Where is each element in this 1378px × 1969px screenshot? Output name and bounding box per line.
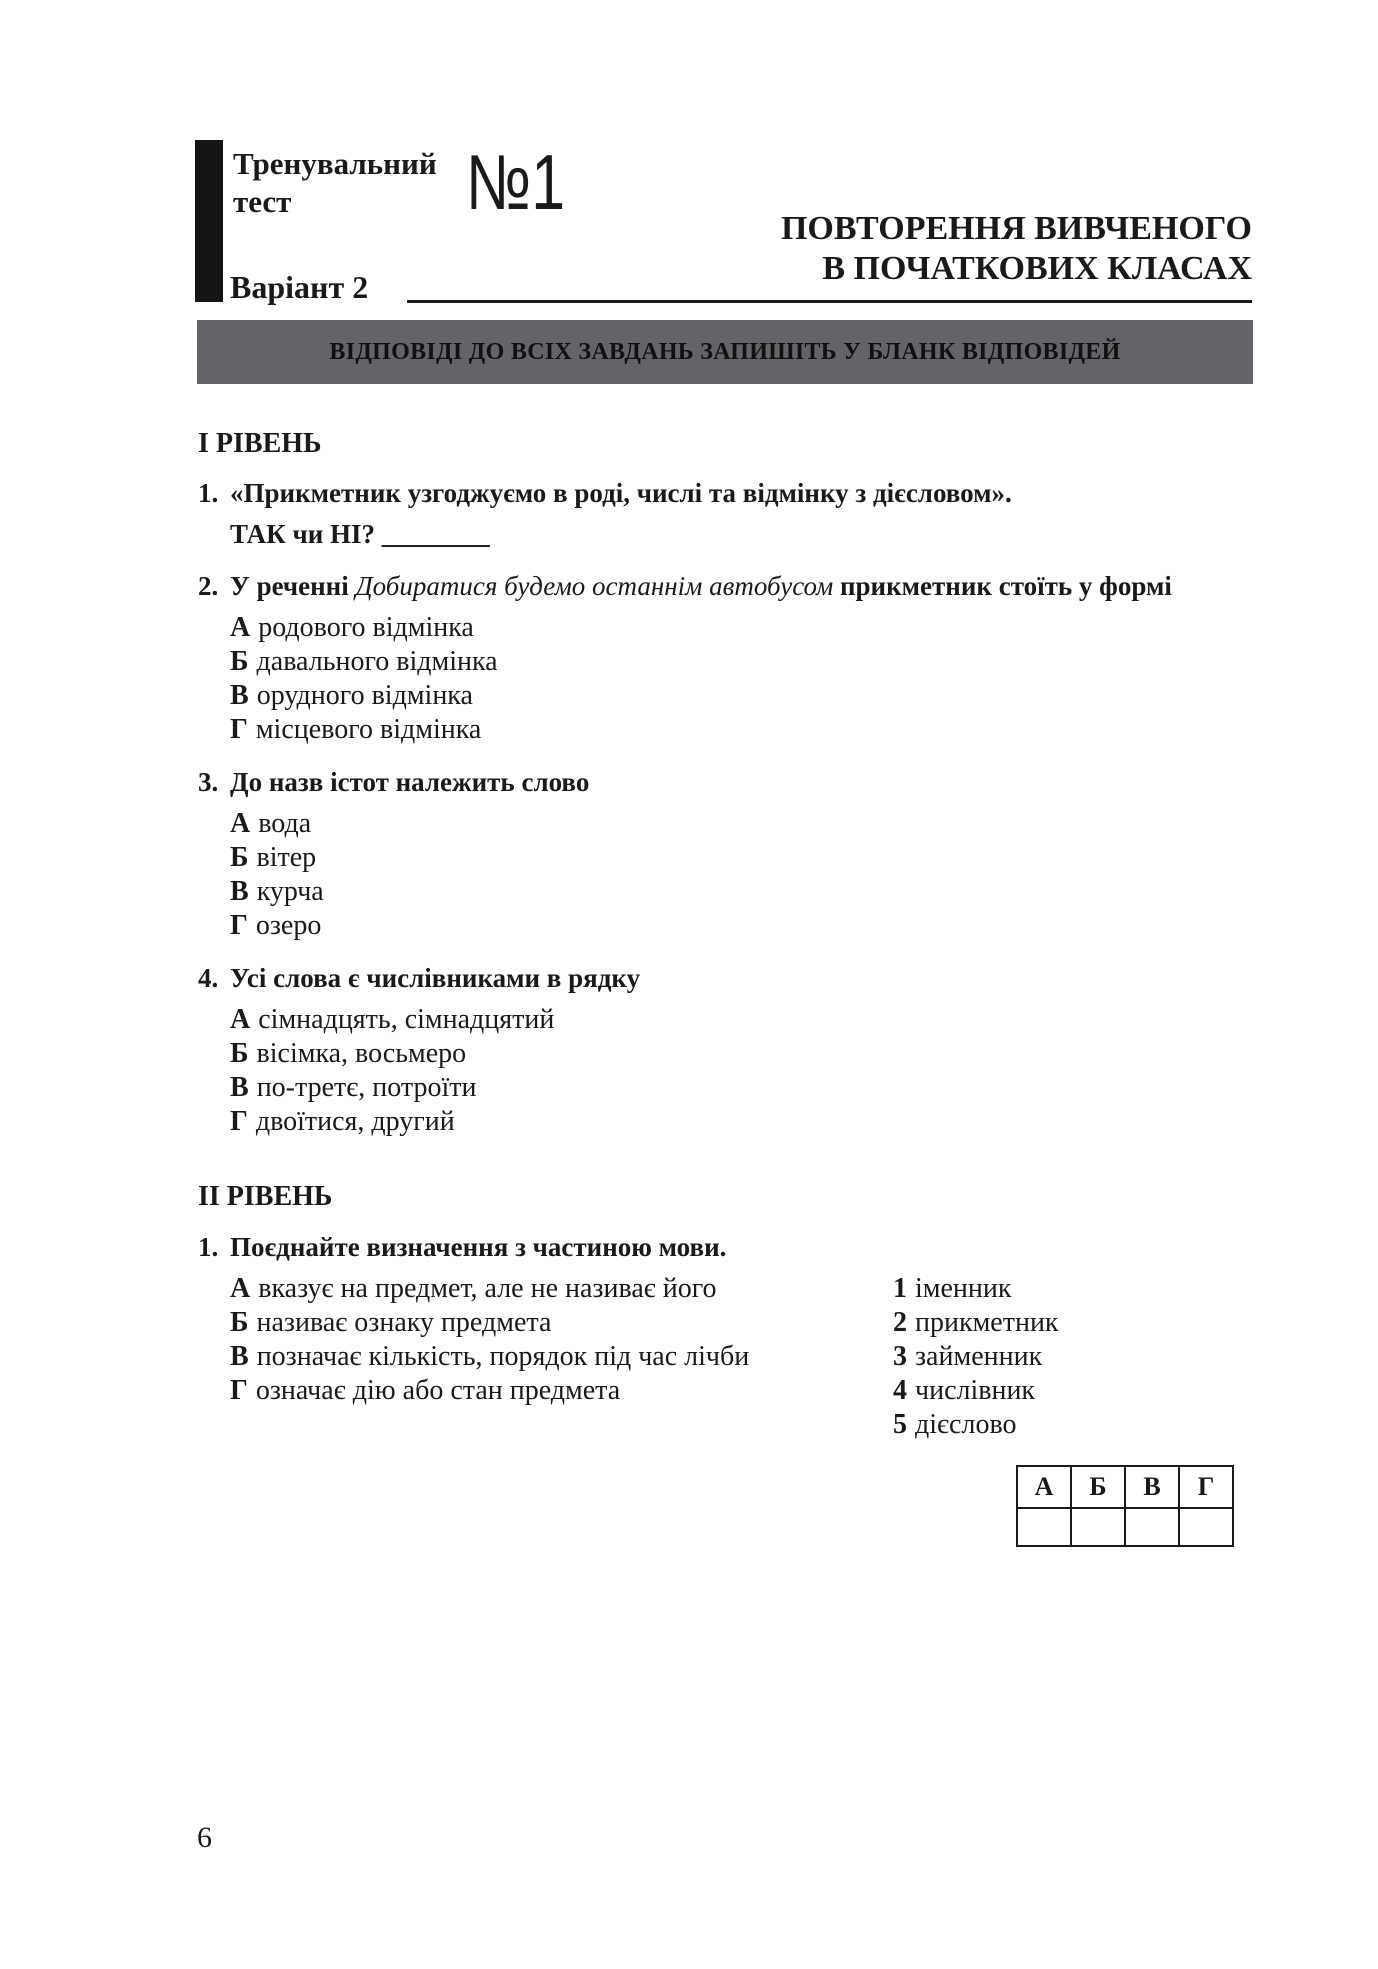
option-text: прикметник <box>915 1307 1059 1338</box>
matching-question-text: Поєднайте визначення з частиною мови. <box>230 1232 727 1262</box>
question-2-sentence: Добиратися будемо останнім автобусом <box>355 571 834 601</box>
option-text: вода <box>258 808 312 839</box>
option-text: означає дію або стан предмета <box>255 1375 621 1406</box>
question-text <box>230 569 1172 603</box>
option-letter: В <box>230 680 249 711</box>
yes-no-prompt: ТАК чи НІ? ________ <box>230 519 490 549</box>
test-type-label-2: тест <box>233 184 292 219</box>
option-number: 3 <box>893 1341 907 1372</box>
option-letter: А <box>230 612 251 643</box>
option-number: 4 <box>893 1375 907 1406</box>
page-title-line-1: ПОВТОРЕННЯ ВИВЧЕНОГО <box>780 210 1252 247</box>
question-text <box>230 1230 726 1264</box>
option-letter: Б <box>230 842 249 873</box>
option-text: курча <box>256 876 324 907</box>
question-2-text-end: прикметник стоїть у формі <box>839 571 1172 601</box>
match-part-of-speech <box>893 1408 1016 1442</box>
option-item <box>230 1105 455 1139</box>
option-text: сімнадцять, сімнадцятий <box>258 1004 555 1035</box>
option-item <box>230 611 474 645</box>
option-item <box>230 841 316 875</box>
option-letter: Г <box>230 1106 248 1137</box>
question-answer-line <box>230 517 490 551</box>
test-type-label: Тренувальний <box>233 146 437 181</box>
question-number: 1. <box>198 1232 219 1262</box>
question-number: 2. <box>198 571 219 601</box>
option-number: 5 <box>893 1409 907 1440</box>
option-text: іменник <box>915 1273 1012 1304</box>
option-item <box>230 807 311 841</box>
option-text: місцевого відмінка <box>255 714 482 745</box>
question-number: 4. <box>198 963 219 993</box>
match-definition <box>230 1340 749 1374</box>
question-text <box>230 476 1012 510</box>
header-bar <box>195 140 223 302</box>
question-1-text: «Прикметник узгоджуємо в роді, числі та відмінку з дієсловом». <box>230 478 1012 508</box>
answer-grid-header-row <box>1017 1466 1233 1508</box>
option-text: числівник <box>915 1375 1036 1406</box>
option-letter: А <box>230 1273 251 1304</box>
level-2-heading: II РІВЕНЬ <box>198 1181 333 1212</box>
option-text: давального відмінка <box>256 646 498 677</box>
test-number: №1 <box>466 138 566 226</box>
option-letter: В <box>230 1072 249 1103</box>
option-letter: А <box>230 1004 251 1035</box>
answer-grid-header: В <box>1125 1466 1179 1508</box>
match-part-of-speech <box>893 1272 1011 1306</box>
option-number: 2 <box>893 1307 907 1338</box>
answer-cell[interactable] <box>1017 1508 1071 1546</box>
option-letter: Г <box>230 714 248 745</box>
answer-grid <box>1016 1465 1234 1547</box>
answer-cell[interactable] <box>1071 1508 1125 1546</box>
instruction-banner <box>197 320 1253 384</box>
match-definition <box>230 1374 620 1408</box>
option-item <box>230 1071 476 1105</box>
option-letter: Г <box>230 910 248 941</box>
match-part-of-speech <box>893 1306 1059 1340</box>
option-item <box>230 909 321 943</box>
option-text: вказує на предмет, але не називає його <box>258 1273 717 1304</box>
option-text: родового відмінка <box>258 612 474 643</box>
variant-label: Варіант 2 <box>230 269 369 305</box>
option-item <box>230 713 481 747</box>
option-text: двоїтися, другий <box>255 1106 455 1137</box>
option-letter: В <box>230 1341 249 1372</box>
match-part-of-speech <box>893 1340 1042 1374</box>
option-text: займенник <box>915 1341 1043 1372</box>
question-2-text-start: У реченні <box>230 571 349 601</box>
header-rule <box>407 300 1252 303</box>
question-text <box>230 961 640 995</box>
match-part-of-speech <box>893 1374 1035 1408</box>
option-item <box>230 1003 554 1037</box>
instruction-text: ВІДПОВІДІ ДО ВСІХ ЗАВДАНЬ ЗАПИШІТЬ У БЛАНК ВІДПОВІДЕЙ <box>329 338 1121 365</box>
option-item <box>230 645 498 679</box>
option-item <box>230 1037 466 1071</box>
option-text: позначає кількість, порядок під час лічби <box>256 1341 750 1372</box>
answer-cell[interactable] <box>1125 1508 1179 1546</box>
option-letter: Б <box>230 1038 249 1069</box>
option-letter: А <box>230 808 251 839</box>
answer-grid-header: Г <box>1179 1466 1233 1508</box>
option-letter: Б <box>230 646 249 677</box>
answer-grid-header: А <box>1017 1466 1071 1508</box>
match-definition <box>230 1306 551 1340</box>
question-number: 1. <box>198 478 219 508</box>
option-letter: Б <box>230 1307 249 1338</box>
question-number: 3. <box>198 767 219 797</box>
page-number: 6 <box>197 1821 212 1854</box>
option-text: називає ознаку предмета <box>256 1307 552 1338</box>
option-item <box>230 875 324 909</box>
option-number: 1 <box>893 1273 907 1304</box>
option-text: орудного відмінка <box>256 680 473 711</box>
question-4-text: Усі слова є числівниками в рядку <box>230 963 641 993</box>
question-text <box>230 765 589 799</box>
question-3-text: До назв істот належить слово <box>230 767 590 797</box>
answer-grid-input-row <box>1017 1508 1233 1546</box>
level-1-heading: I РІВЕНЬ <box>198 428 322 459</box>
page-title-line-2: В ПОЧАТКОВИХ КЛАСАХ <box>822 250 1252 287</box>
answer-grid-header: Б <box>1071 1466 1125 1508</box>
option-text: вітер <box>256 842 317 873</box>
option-item <box>230 679 473 713</box>
option-letter: Г <box>230 1375 248 1406</box>
option-text: озеро <box>255 910 322 941</box>
option-text: вісімка, восьмеро <box>256 1038 467 1069</box>
option-text: дієслово <box>915 1409 1017 1440</box>
match-definition <box>230 1272 717 1306</box>
answer-cell[interactable] <box>1179 1508 1233 1546</box>
option-letter: В <box>230 876 249 907</box>
option-text: по-третє, потроїти <box>256 1072 477 1103</box>
